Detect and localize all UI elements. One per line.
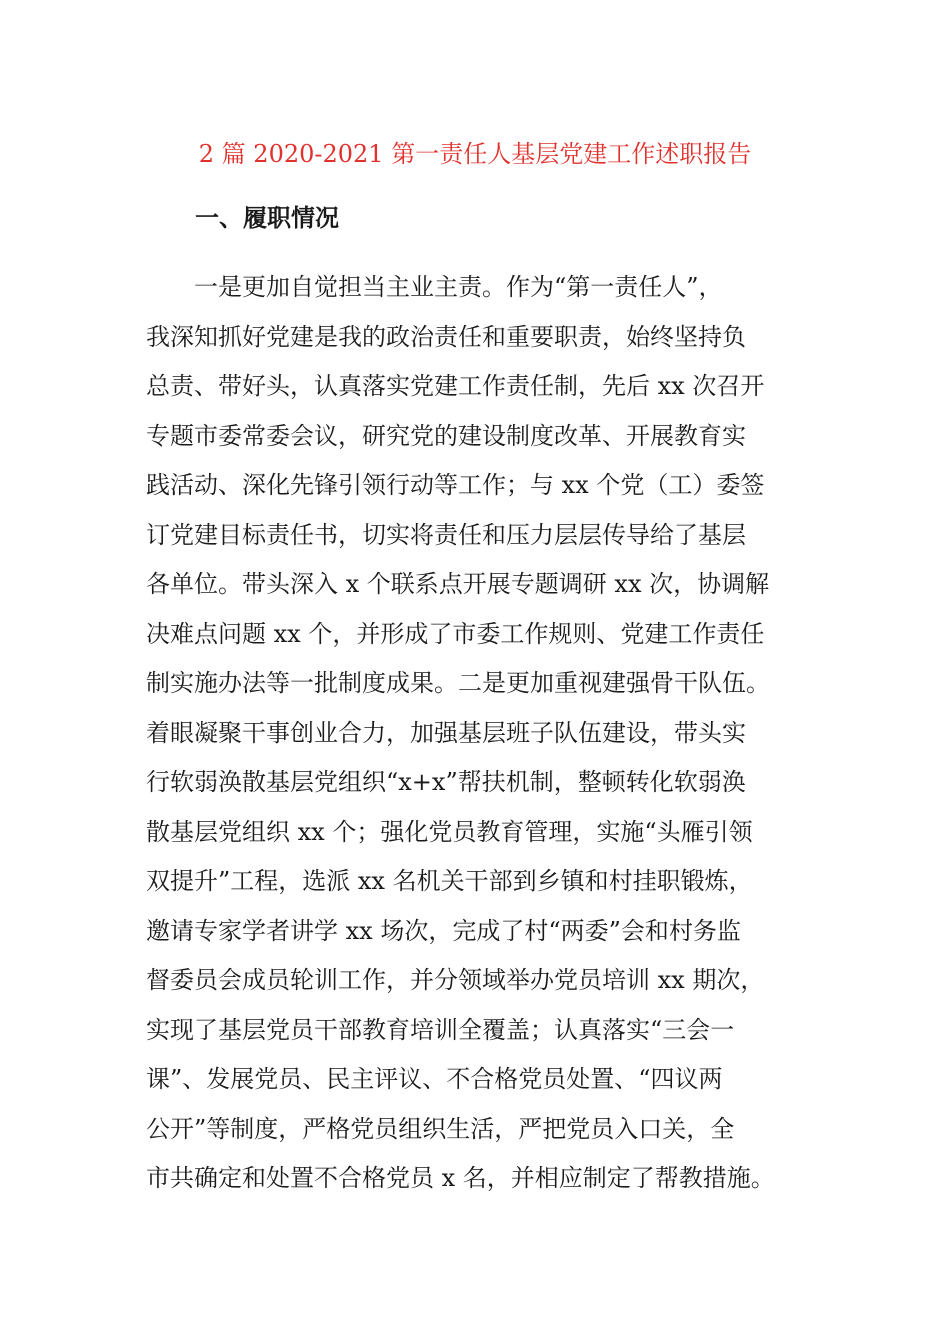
paragraph-line: 散基层党组织 xx 个；强化党员教育管理，实施“头雁引领 (146, 817, 753, 846)
paragraph-line: 各单位。带头深入 x 个联系点开展专题调研 xx 次，协调解 (146, 570, 770, 598)
paragraph-line: 督委员会成员轮训工作，并分领域举办党员培训 xx 期次， (146, 966, 765, 994)
paragraph-line: 着眼凝聚干事创业合力，加强基层班子队伍建设，带头实 (146, 718, 746, 747)
body-paragraph (146, 267, 806, 1208)
paragraph-line: 一是更加自觉担当主业主责。作为“第一责任人”， (194, 273, 723, 301)
paragraph-line: 邀请专家学者讲学 xx 场次，完成了村“两委”会和村务监 (146, 916, 741, 945)
paragraph-line: 订党建目标责任书，切实将责任和压力层层传导给了基层 (146, 520, 746, 549)
section-heading: 一、履职情况 (195, 204, 339, 232)
paragraph-line: 我深知抓好党建是我的政治责任和重要职责，始终坚持负 (146, 322, 746, 351)
paragraph-line: 双提升”工程，选派 xx 名机关干部到乡镇和村挂职锻炼， (146, 867, 753, 895)
paragraph-line: 制实施办法等一批制度成果。二是更加重视建强骨干队伍。 (146, 669, 770, 697)
paragraph-line: 公开”等制度，严格党员组织生活，严把党员入口关，全 (146, 1114, 735, 1143)
paragraph-line: 总责、带好头，认真落实党建工作责任制，先后 xx 次召开 (146, 372, 765, 400)
paragraph-line: 实现了基层党员干部教育培训全覆盖；认真落实“三会一 (146, 1015, 735, 1044)
paragraph-line: 践活动、深化先锋引领行动等工作；与 xx 个党（工）委签 (146, 471, 765, 499)
paragraph-line: 课”、发展党员、民主评议、不合格党员处置、“四议两 (146, 1065, 723, 1093)
paragraph-line: 决难点问题 xx 个，并形成了市委工作规则、党建工作责任 (146, 619, 765, 648)
document-title: 2 篇 2020-2021 第一责任人基层党建工作述职报告 (198, 140, 752, 168)
paragraph-line: 专题市委常委会议，研究党的建设制度改革、开展教育实 (146, 421, 746, 450)
paragraph-line: 市共确定和处置不合格党员 x 名，并相应制定了帮教措施。 (146, 1164, 775, 1192)
paragraph-line: 行软弱涣散基层党组织“x+x”帮扶机制，整顿转化软弱涣 (146, 768, 746, 796)
